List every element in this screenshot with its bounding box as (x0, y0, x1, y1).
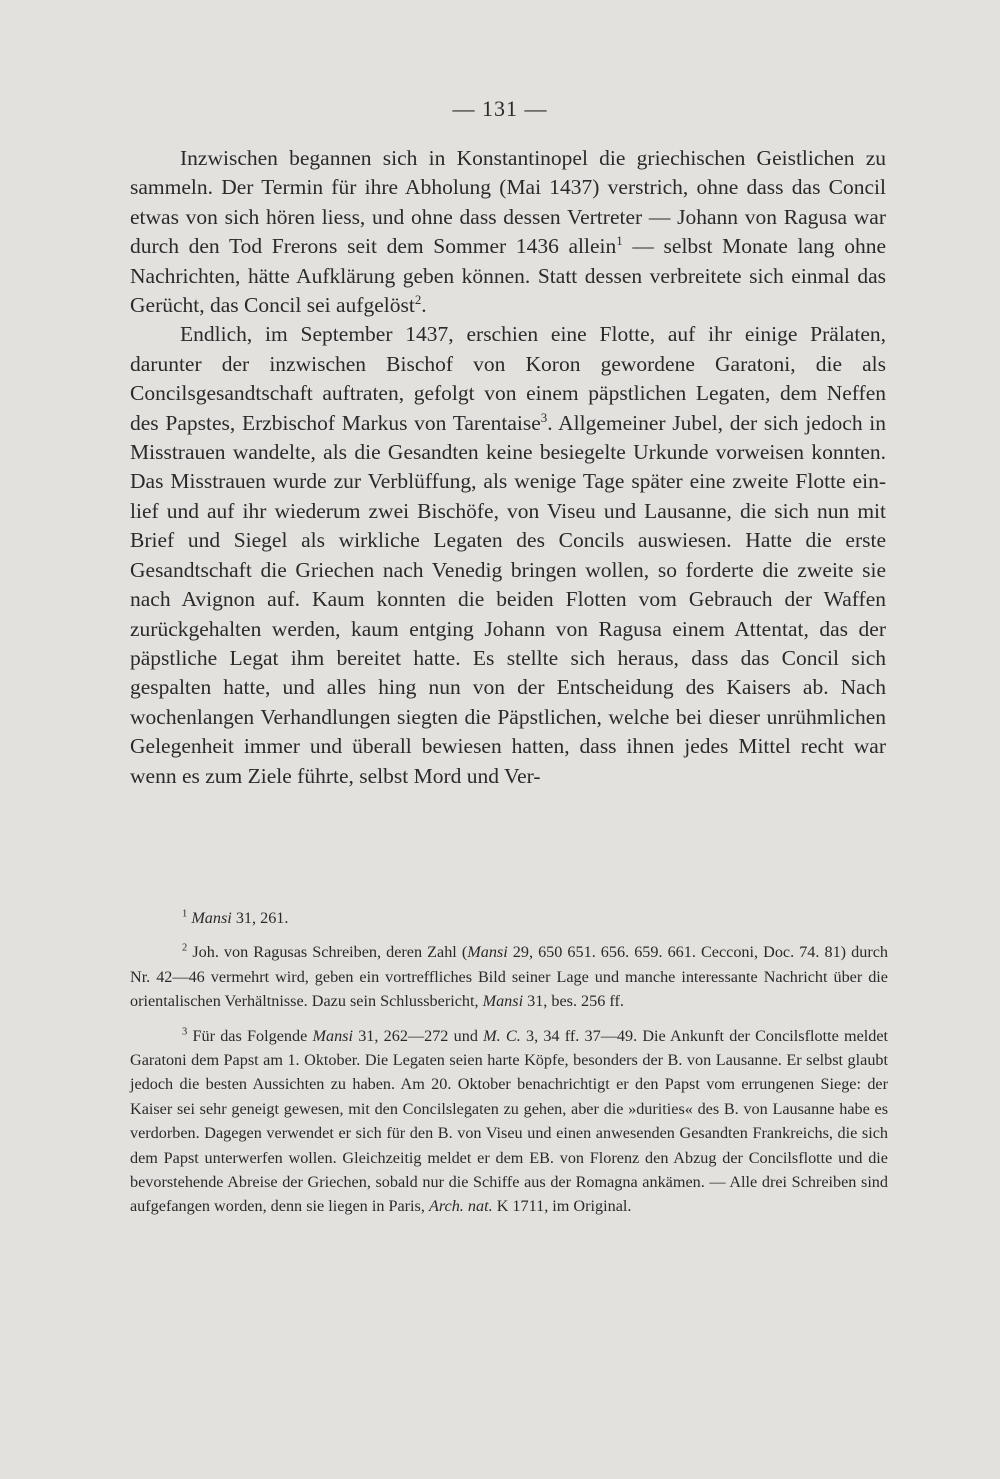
footnote (130, 1024, 888, 1219)
paragraph (130, 144, 886, 320)
footnote (130, 906, 888, 930)
text-run: K 1711, im Original. (492, 1197, 632, 1216)
text-run: . Allgemeiner Jubel, der sich jedoch in Misstrauen wandelte, als die Gesandten keine besiegelte Urkunde vorweisen konnten. Das Misstrauen wurde zur Verblüffung, als wenige Tage später eine zweite Flotte einlief und auf ihr wiederum zwei Bischöfe, von Viseu und Lausanne, die sich nun mit Brief und Siegel als wirkliche Legaten des Concils auswiesen. Hatte die erste Gesandtschaft die Griechen nach Venedig bringen wollen, so forderte die zweite sie nach Avignon auf. Kaum konnten die beiden Flotten vom Gebrauch der Waffen zurückgehalten werden, kaum entging Johann von Ragusa einem Attentat, das der päpstliche Legat ihm bereitet hatte. Es stellte sich heraus, dass das Concil sich gespalten hatte, und alles hing nun von der Entscheidung des Kaisers ab. Nach wochenlangen Verhandlungen siegten die Päpstlichen, welche bei dieser unrühmlichen Gelegenheit immer und überall bewiesen hatten, dass ihnen jedes Mittel recht war wenn es zum Ziele führte, selbst Mord und Ver- (130, 410, 886, 788)
italic-text-run: M. C. (483, 1026, 521, 1045)
italic-text-run: Arch. nat. (428, 1197, 493, 1216)
footnote-marker: 1 (616, 234, 623, 249)
text-run: . (421, 293, 427, 318)
footnote-marker: 2 (414, 292, 422, 307)
footnote-number: 2 (182, 943, 188, 955)
text-run: Joh. von Ragusas Schreiben, deren Zahl ( (192, 943, 468, 962)
text-run: Für das Folgende (192, 1026, 313, 1045)
text-run: 3, 34 ff. 37—49. Die Ankunft der Concilsflotte meldet Garatoni dem Papst am 1. Oktober. Die Legaten seien harte Köpfe, besonders der B. von Lausanne. Er selbst glaubt jedoch die besten Aussichten zu haben. Am 20. Oktober benachrichtigt er den Papst vom errungenen Siege: der Kaiser sei sehr geneigt gewesen, mit den Concilslegaten zu gehen, aber die »durities« des B. von Lausanne habe es verdorben. Dagegen verwendet er sich für den B. von Viseu und einen anwesenden Gesandten Frankreichs, die sich dem Papst unterwerfen wollen. Gleichzeitig meldet er dem EB. von Florenz den Abzug der Concilsflotte und die bevorstehende Abreise der Griechen, sobald nur die Schiffe aus der Romagna ankämen. — Alle drei Schreiben sind aufgefangen worden, denn sie liegen in Paris, (130, 1026, 889, 1216)
italic-text-run: Mansi (191, 909, 232, 927)
italic-text-run: Mansi (482, 992, 524, 1011)
footnote-marker: 3 (540, 410, 548, 425)
text-run: 31, 262—272 und (352, 1026, 484, 1045)
main-text (130, 144, 886, 791)
text-run: 29, 650 651. 656. 659. 661. Cecconi, Doc. 74. 81) durch Nr. 42—46 vermehrt wird, geben ein vortreffliches Bild seiner Lage und manche interessante Nachricht über die orientalischen Verhältnisse. Dazu sein Schlussbericht, (130, 943, 888, 1011)
text-run: Endlich, im September 1437, erschien eine Flotte, auf ihr einige Prälaten, darunter der inzwischen Bischof von Koron gewordene Garatoni, die als Concilsgesandtschaft auftraten, gefolgt von einem päpstlichen Legaten, dem Neffen des Papstes, Erzbischof Markus von Tarentaise (130, 322, 886, 435)
text-run: Inzwischen begannen sich in Konstantinopel die griechischen Geistlichen zu sammeln. Der Termin für ihre Abholung (Mai 1437) verstrich, ohne dass das Concil etwas von sich hören liess, und ohne dass dessen Vertreter — Johann von Ragusa war durch den Tod Frerons seit dem Sommer 1436 allein (130, 146, 886, 259)
text-run: 31, bes. 256 ff. (523, 992, 624, 1011)
footnote-number: 1 (182, 908, 188, 920)
paragraph (130, 320, 886, 791)
footnote (130, 940, 888, 1013)
italic-text-run: Mansi (467, 943, 508, 962)
text-run: — selbst Monate lang ohne Nachrichten, hätte Aufklärung geben können. Statt dessen verbreitete sich einmal das Gerücht, das Concil sei aufgelöst (130, 234, 886, 318)
footnote-number: 3 (182, 1026, 188, 1038)
text-run: 31, 261. (231, 909, 289, 927)
footnotes (130, 906, 888, 1229)
page-number: — 131 — (452, 96, 548, 121)
italic-text-run: Mansi (312, 1026, 353, 1045)
